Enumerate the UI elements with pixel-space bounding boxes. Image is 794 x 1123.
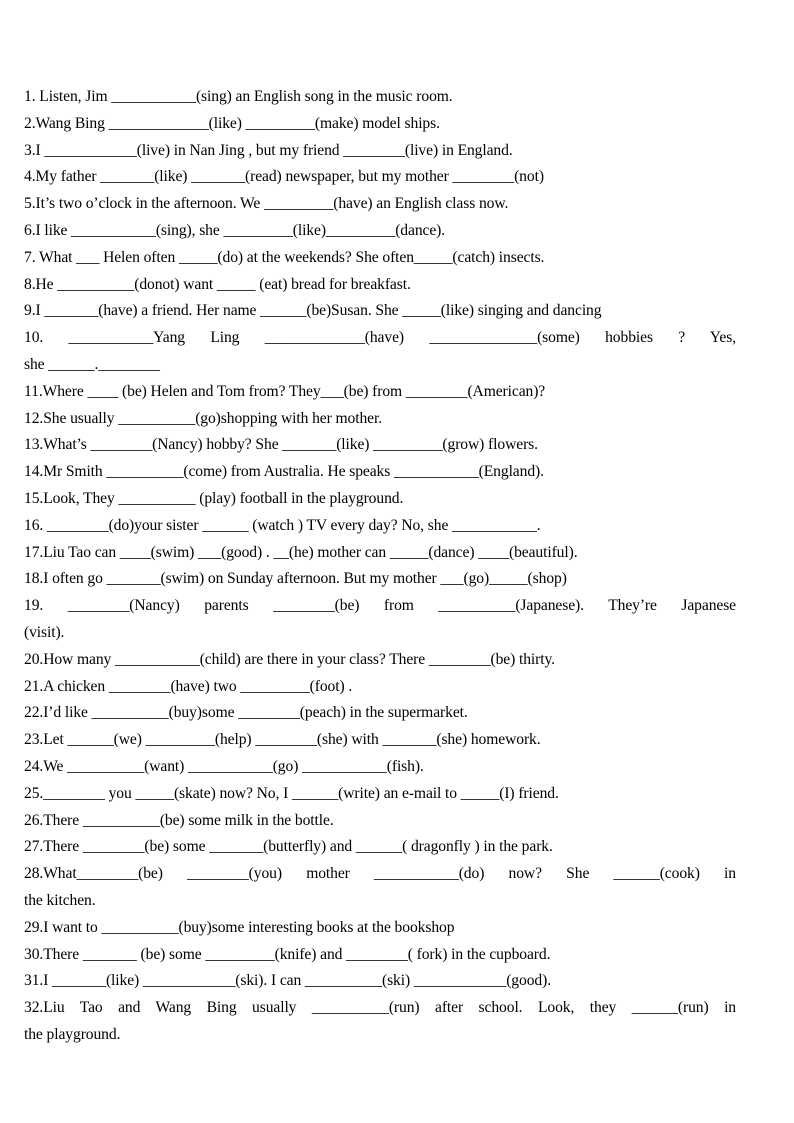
exercise-line: 15.Look, They __________ (play) football in the playground. <box>24 489 404 507</box>
exercise-line: 10. ___________Yang Ling _____________(have) ______________(some) hobbies ? Yes, <box>24 329 736 347</box>
exercise-line: 8.He __________(donot) want _____ (eat) bread for breakfast. <box>24 275 411 293</box>
exercise-line: 12.She usually __________(go)shopping with her mother. <box>24 409 382 427</box>
exercise-line: she ______.________ <box>24 355 160 373</box>
exercise-line: 18.I often go _______(swim) on Sunday afternoon. But my mother ___(go)_____(shop) <box>24 570 567 588</box>
exercise-line: 22.I’d like __________(buy)some ________(peach) in the supermarket. <box>24 704 468 722</box>
exercise-line: 28.What________(be) ________(you) mother ___________(do) now? She ______(cook) in <box>24 865 736 883</box>
exercise-line: 29.I want to __________(buy)some interesting books at the bookshop <box>24 918 455 936</box>
exercise-line: 26.There __________(be) some milk in the bottle. <box>24 811 334 829</box>
exercise-line: 2.Wang Bing _____________(like) _________(make) model ships. <box>24 114 440 132</box>
exercise-line: (visit). <box>24 623 65 641</box>
exercise-sheet <box>24 84 736 1049</box>
exercise-line: 3.I ____________(live) in Nan Jing , but my friend ________(live) in England. <box>24 141 513 159</box>
exercise-line: 16. ________(do)your sister ______ (watch ) TV every day? No, she ___________. <box>24 516 541 534</box>
exercise-line: 5.It’s two o’clock in the afternoon. We _________(have) an English class now. <box>24 195 509 213</box>
exercise-line: 21.A chicken ________(have) two _________(foot) . <box>24 677 353 695</box>
exercise-line: 7. What ___ Helen often _____(do) at the weekends? She often_____(catch) insects. <box>24 248 545 266</box>
exercise-line: 11.Where ____ (be) Helen and Tom from? They___(be) from ________(American)? <box>24 382 546 400</box>
exercise-line: 32.Liu Tao and Wang Bing usually __________(run) after school. Look, they ______(run) in <box>24 999 736 1017</box>
exercise-line: 25.________ you _____(skate) now? No, I ______(write) an e-mail to _____(I) friend. <box>24 784 559 802</box>
exercise-line: 9.I _______(have) a friend. Her name ______(be)Susan. She _____(like) singing and dancing <box>24 302 602 320</box>
exercise-line: 30.There _______ (be) some _________(knife) and ________( fork) in the cupboard. <box>24 945 551 963</box>
exercise-line: 20.How many ___________(child) are there in your class? There ________(be) thirty. <box>24 650 555 668</box>
exercise-line: 1. Listen, Jim ___________(sing) an English song in the music room. <box>24 88 453 105</box>
exercise-line: 14.Mr Smith __________(come) from Australia. He speaks ___________(England). <box>24 463 544 481</box>
exercise-line: 19. ________(Nancy) parents ________(be) from __________(Japanese). They’re Japanese <box>24 597 736 615</box>
exercise-line: 31.I _______(like) ____________(ski). I can __________(ski) ____________(good). <box>24 972 551 990</box>
exercise-line: 17.Liu Tao can ____(swim) ___(good) . __(he) mother can _____(dance) ____(beautiful). <box>24 543 578 561</box>
exercise-line: 13.What’s ________(Nancy) hobby? She _______(like) _________(grow) flowers. <box>24 436 538 454</box>
exercise-line: 4.My father _______(like) _______(read) newspaper, but my mother ________(not) <box>24 168 544 186</box>
exercise-line: the playground. <box>24 1025 121 1043</box>
exercise-line: the kitchen. <box>24 891 96 909</box>
exercise-line: 6.I like ___________(sing), she _________(like)_________(dance). <box>24 221 446 239</box>
exercise-line: 24.We __________(want) ___________(go) ___________(fish). <box>24 757 424 775</box>
exercise-line: 27.There ________(be) some _______(butterfly) and ______( dragonfly ) in the park. <box>24 838 553 856</box>
exercise-line: 23.Let ______(we) _________(help) ________(she) with _______(she) homework. <box>24 731 541 749</box>
